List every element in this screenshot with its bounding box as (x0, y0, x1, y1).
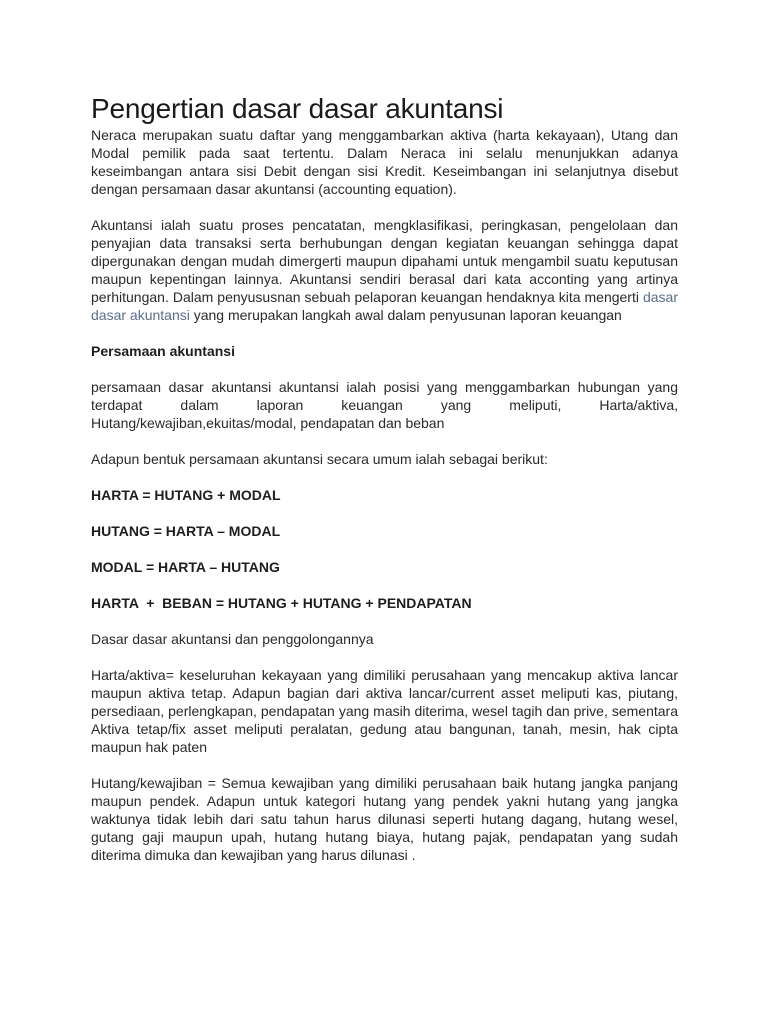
paragraph-akuntansi (91, 216, 678, 324)
paragraph-bentuk: Adapun bentuk persamaan akuntansi secara umum ialah sebagai berikut: (91, 451, 548, 467)
equation-modal: MODAL = HARTA – HUTANG (91, 559, 280, 575)
paragraph-neraca: Neraca merupakan suatu daftar yang menggambarkan aktiva (harta kekayaan), Utang dan Modal pemilik pada saat tertentu. Dalam Neraca ini selalu menunjukkan adanya keseimbangan antara sisi Debit dengan sisi Kredit. Keseimbangan ini selanjutnya disebut dengan persamaan dasar akuntansi (accounting equation). (91, 127, 678, 197)
page-title: Pengertian dasar dasar akuntansi (91, 93, 504, 124)
paragraph-akuntansi-text-1: Akuntansi ialah suatu proses pencatatan, mengklasifikasi, peringkasan, pengelolaan dan penyajian data transaksi serta berhubungan dengan kegiatan keuangan sehingga dapat dipergunakan dengan mudah dimergerti maupun dipahami untuk mengambil suatu keputusan maupun kepentingan lainnya. Akuntansi sendiri berasal dari kata acconting yang artinya perhitungan. Dalam penyususnan sebuah pelaporan keuangan hendaknya kita mengerti (91, 217, 678, 305)
equation-harta: HARTA = HUTANG + MODAL (91, 487, 281, 503)
equation-harta-beban: HARTA + BEBAN = HUTANG + HUTANG + PENDAPATAN (91, 595, 472, 611)
paragraph-harta-aktiva: Harta/aktiva= keseluruhan kekayaan yang dimiliki perusahaan yang mencakup aktiva lancar maupun aktiva tetap. Adapun bagian dari aktiva lancar/current asset meliputi kas, piutang, persediaan, perlengkapan, pendapatan yang masih diterima, wesel tagih dan prive, sementara Aktiva tetap/fix asset meliputi peralatan, gedung atau bangunan, tanah, mesin, hak cipta maupun hak paten (91, 667, 678, 755)
equation-hutang: HUTANG = HARTA – MODAL (91, 523, 281, 539)
paragraph-persamaan: persamaan dasar akuntansi akuntansi ialah posisi yang menggambarkan hubungan yang terdapat dalam laporan keuangan yang meliputi, Harta/aktiva, Hutang/kewajiban,ekuitas/modal, pendapatan dan beban (91, 379, 678, 431)
document-content (91, 92, 678, 864)
paragraph-penggolongan: Dasar dasar akuntansi dan penggolongannya (91, 631, 374, 647)
heading-persamaan-akuntansi: Persamaan akuntansi (91, 343, 235, 359)
paragraph-hutang-kewajiban: Hutang/kewajiban = Semua kewajiban yang dimiliki perusahaan baik hutang jangka panjang maupun pendek. Adapun untuk kategori hutang yang pendek yakni hutang yang jangka waktunya tidak lebih dari satu tahun harus dilunasi seperti hutang dagang, hutang wesel, gutang gaji maupun upah, hutang hutang biaya, hutang pajak, pendapatan yang sudah diterima dimuka dan kewajiban yang harus dilunasi . (91, 775, 678, 863)
dasar-akuntansi-link[interactable]: dasar dasar akuntansi (91, 289, 678, 323)
paragraph-akuntansi-text-2: yang merupakan langkah awal dalam penyusunan laporan keuangan (189, 307, 622, 323)
